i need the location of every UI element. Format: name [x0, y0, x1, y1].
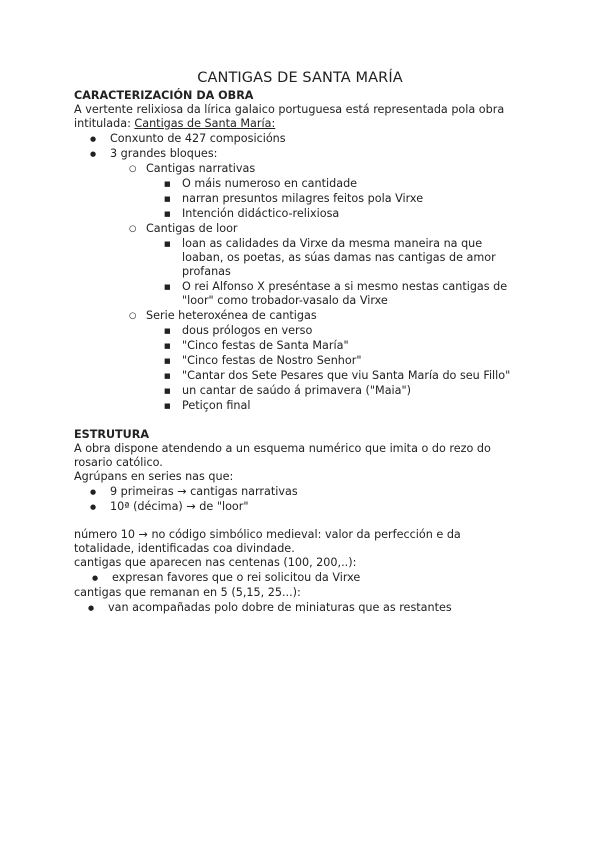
paragraph-line: cantigas que aparecen nas centenas (100, 200,..):	[74, 556, 357, 569]
paragraph-line: A obra dispone atendendo a un esquema numérico que imita o do rezo do	[74, 442, 491, 455]
list-item: ● 10ª (décima) → de "loor"	[110, 500, 249, 514]
list-item: ○ Cantigas narrativas	[146, 162, 255, 176]
list-item-continuation: profanas	[182, 265, 231, 278]
list-item: ■ narran presuntos milagres feitos pola Virxe	[182, 192, 423, 206]
list-item: ● 3 grandes bloques:	[110, 147, 217, 161]
list-item: ■ un cantar de saúdo á primavera ("Maia")	[182, 384, 411, 398]
list-item: ■ O máis numeroso en cantidade	[182, 177, 357, 191]
list-item: ■ Intención didáctico-relixiosa	[182, 207, 339, 221]
list-item-continuation: loaban, os poetas, as súas damas nas cantigas de amor	[182, 251, 496, 264]
list-item: ○ Serie heteroxénea de cantigas	[146, 309, 317, 323]
page-title: CANTIGAS DE SANTA MARÍA	[197, 70, 403, 86]
list-item: ■ "Cinco festas de Nostro Senhor"	[182, 354, 361, 368]
list-item: ■ "Cantar dos Sete Pesares que viu Santa María do seu Fillo"	[182, 369, 510, 383]
paragraph-line: Agrúpans en series nas que:	[74, 470, 234, 483]
list-item: ○ Cantigas de loor	[146, 222, 238, 236]
list-item: ● van acompañadas polo dobre de miniaturas que as restantes	[108, 601, 452, 615]
intro-prefix: intitulada:	[74, 117, 135, 130]
list-item: ● 9 primeiras → cantigas narrativas	[110, 485, 298, 499]
list-item: ■ loan as calidades da Virxe da mesma maneira na que	[182, 237, 482, 251]
work-title-link[interactable]: Cantigas de Santa María:	[134, 117, 276, 130]
intro-line-2	[74, 117, 275, 131]
list-item: ● Conxunto de 427 composicións	[110, 132, 286, 146]
section-heading-caracterizacion: CARACTERIZACIÓN DA OBRA	[74, 89, 254, 102]
list-item-continuation: "loor" como trobador-vasalo da Virxe	[182, 294, 388, 307]
list-item: ● expresan favores que o rei solicitou da Virxe	[112, 571, 360, 585]
section-heading-estrutura: ESTRUTURA	[74, 428, 150, 441]
paragraph-line: totalidade, identificadas coa divindade.	[74, 542, 295, 555]
list-item: ■ "Cinco festas de Santa María"	[182, 339, 349, 353]
paragraph-line: número 10 → no código simbólico medieval: valor da perfección e da	[74, 528, 461, 541]
intro-line-1: A vertente relixiosa da lírica galaico portuguesa está representada pola obra	[74, 103, 505, 116]
list-item: ■ O rei Alfonso X preséntase a si mesmo nestas cantigas de	[182, 280, 507, 294]
paragraph-line: rosario católico.	[74, 456, 163, 469]
list-item: ■ Petiçon final	[182, 399, 250, 413]
paragraph-line: cantigas que remanan en 5 (5,15, 25...):	[74, 586, 301, 599]
list-item: ■ dous prólogos en verso	[182, 324, 312, 338]
